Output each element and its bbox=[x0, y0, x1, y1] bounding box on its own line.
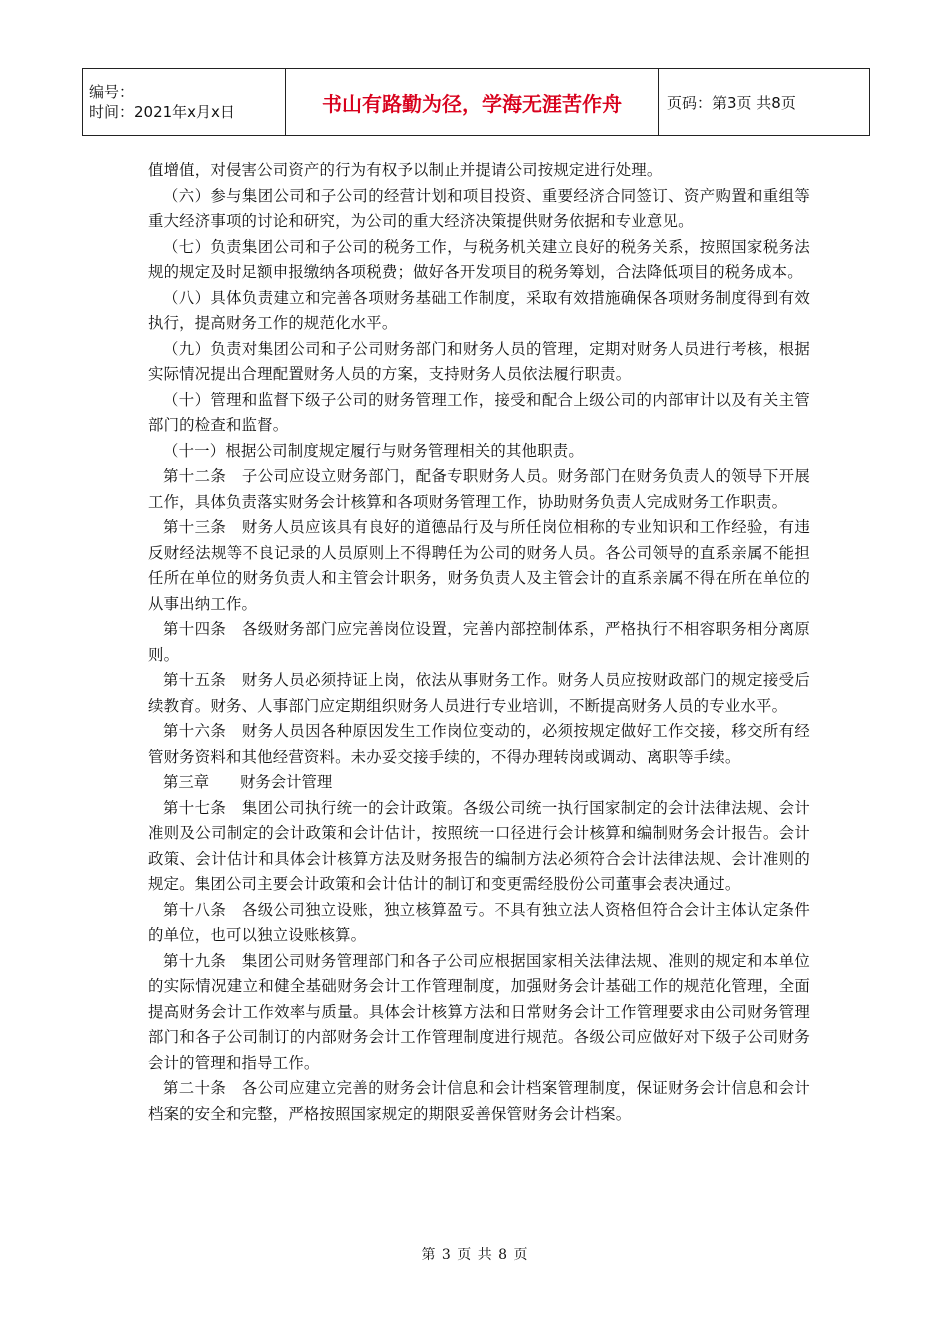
document-body bbox=[148, 158, 810, 1127]
article-13: 第十三条 财务人员应该具有良好的道德品行及与所任岗位相称的专业知识和工作经验，有违反财经法规等不良记录的人员原则上不得聘任为公司的财务人员。各公司领导的直系亲属不能担任所在单位的财务负责人和主管会计职务，财务负责人及主管会计的直系亲属不得在所在单位的从事出纳工作。 bbox=[148, 518, 810, 613]
chapter-heading: 第三章 财务会计管理 bbox=[163, 773, 333, 791]
header-page-number: 页码：第3页 共8页 bbox=[659, 69, 870, 136]
paragraph: （六）参与集团公司和子公司的经营计划和项目投资、重要经济合同签订、资产购置和重组等重大经济事项的讨论和研究，为公司的重大经济决策提供财务依据和专业意见。 bbox=[148, 186, 810, 230]
document-number: 编号： bbox=[89, 83, 135, 101]
article-12: 第十二条 子公司应设立财务部门，配备专职财务人员。财务部门在财务负责人的领导下开展工作，具体负责落实财务会计核算和各项财务管理工作，协助财务负责人完成财务工作职责。 bbox=[148, 467, 810, 511]
article-19: 第十九条 集团公司财务管理部门和各子公司应根据国家相关法律法规、准则的规定和本单位的实际情况建立和健全基础财务会计工作管理制度，加强财务会计基础工作的规范化管理，全面提高财务会计工作效率与质量。具体会计核算方法和日常财务会计工作管理要求由公司财务管理部门和各子公司制订的内部财务会计工作管理制度进行规范。各级公司应做好对下级子公司财务会计的管理和指导工作。 bbox=[148, 951, 810, 1072]
article-15: 第十五条 财务人员必须持证上岗，依法从事财务工作。财务人员应按财政部门的规定接受后续教育。财务、人事部门应定期组织财务人员进行专业培训，不断提高财务人员的专业水平。 bbox=[148, 671, 810, 715]
paragraph: （七）负责集团公司和子公司的税务工作，与税务机关建立良好的税务关系，按照国家税务法规的规定及时足额申报缴纳各项税费；做好各开发项目的税务筹划，合法降低项目的税务成本。 bbox=[148, 237, 810, 281]
paragraph: 值增值，对侵害公司资产的行为有权予以制止并提请公司按规定进行处理。 bbox=[148, 161, 663, 179]
article-14: 第十四条 各级财务部门应完善岗位设置，完善内部控制体系，严格执行不相容职务相分离原则。 bbox=[148, 620, 810, 664]
article-17: 第十七条 集团公司执行统一的会计政策。各级公司统一执行国家制定的会计法律法规、会计准则及公司制定的会计政策和会计估计，按照统一口径进行会计核算和编制财务会计报告。会计政策、会计估计和具体会计核算方法及财务报告的编制方法必须符合会计法律法规、会计准则的规定。集团公司主要会计政策和会计估计的制订和变更需经股份公司董事会表决通过。 bbox=[148, 798, 810, 893]
header-meta bbox=[83, 69, 286, 136]
article-18: 第十八条 各级公司独立设账，独立核算盈亏。不具有独立法人资格但符合会计主体认定条件的单位，也可以独立设账核算。 bbox=[148, 900, 810, 944]
page-footer: 第 3 页 共 8 页 bbox=[421, 1247, 529, 1263]
document-date: 时间：2021年x月x日 bbox=[89, 103, 235, 121]
paragraph: （十一）根据公司制度规定履行与财务管理相关的其他职责。 bbox=[163, 441, 584, 460]
paragraph: （九）负责对集团公司和子公司财务部门和财务人员的管理，定期对财务人员进行考核，根据实际情况提出合理配置财务人员的方案，支持财务人员依法履行职责。 bbox=[148, 339, 810, 383]
article-16: 第十六条 财务人员因各种原因发生工作岗位变动的，必须按规定做好工作交接，移交所有经管财务资料和其他经营资料。未办妥交接手续的，不得办理转岗或调动、离职等手续。 bbox=[148, 722, 810, 766]
page-header bbox=[82, 68, 870, 136]
paragraph: （八）具体负责建立和完善各项财务基础工作制度，采取有效措施确保各项财务制度得到有效执行，提高财务工作的规范化水平。 bbox=[148, 288, 810, 332]
article-20: 第二十条 各公司应建立完善的财务会计信息和会计档案管理制度，保证财务会计信息和会计档案的安全和完整，严格按照国家规定的期限妥善保管财务会计档案。 bbox=[148, 1079, 810, 1123]
header-motto: 书山有路勤为径，学海无涯苦作舟 bbox=[286, 69, 659, 136]
paragraph: （十）管理和监督下级子公司的财务管理工作，接受和配合上级公司的内部审计以及有关主管部门的检查和监督。 bbox=[148, 390, 810, 434]
